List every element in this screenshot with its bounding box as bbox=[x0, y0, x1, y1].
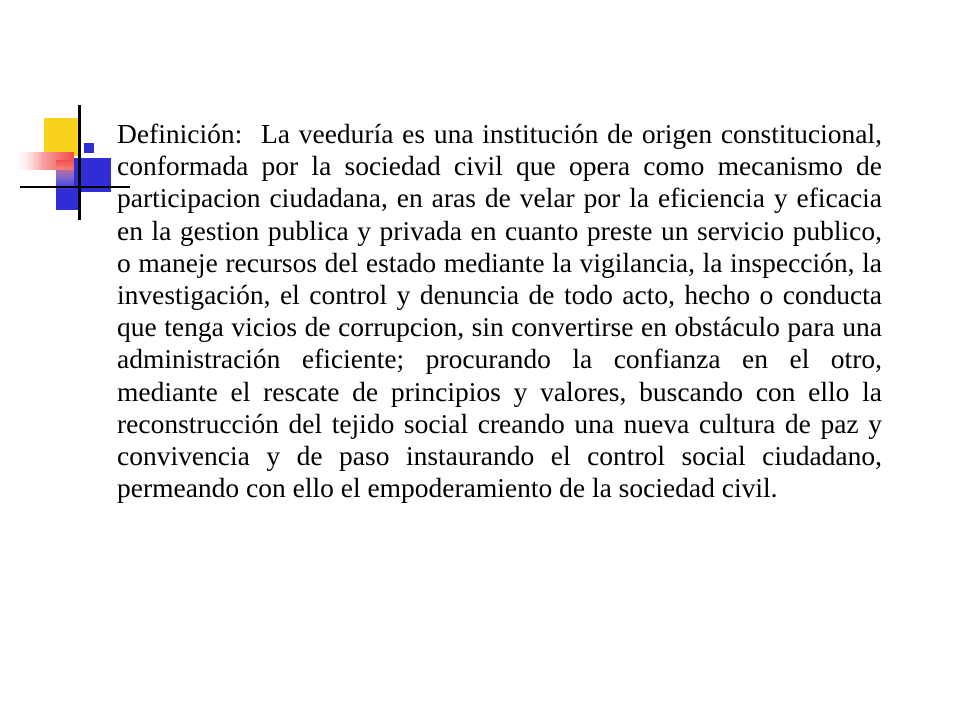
bullet-square bbox=[84, 143, 94, 153]
vertical-black-line bbox=[78, 105, 81, 220]
definition-paragraph bbox=[117, 118, 882, 504]
definition-label: Definición: bbox=[117, 118, 243, 149]
yellow-square bbox=[44, 118, 80, 156]
red-vertical-fade bbox=[56, 160, 74, 190]
decorative-corner-graphic bbox=[0, 0, 130, 230]
blue-small-block bbox=[56, 192, 80, 210]
definition-body: La veeduría es una institución de origen constitucional, conformada por la sociedad civil que opera como mecanismo de participacion ciudadana, en aras de velar por la eficiencia y eficacia en la gestion publica y privada en cuanto preste un servicio publico, o maneje recursos del estado mediante la vigilancia, la inspección, la investigación, el control y denuncia de todo acto, hecho o conducta que tenga vicios de corrupcion, sin convertirse en obstáculo para una administración eficiente; procurando la confianza en el otro, mediante el rescate de principios y valores, buscando con ello la reconstrucción del tejido social creando una nueva cultura de paz y convivencia y de paso instaurando el control social ciudadano, permeando con ello el empoderamiento de la sociedad civil. bbox=[117, 118, 882, 504]
horizontal-black-line bbox=[20, 186, 130, 188]
